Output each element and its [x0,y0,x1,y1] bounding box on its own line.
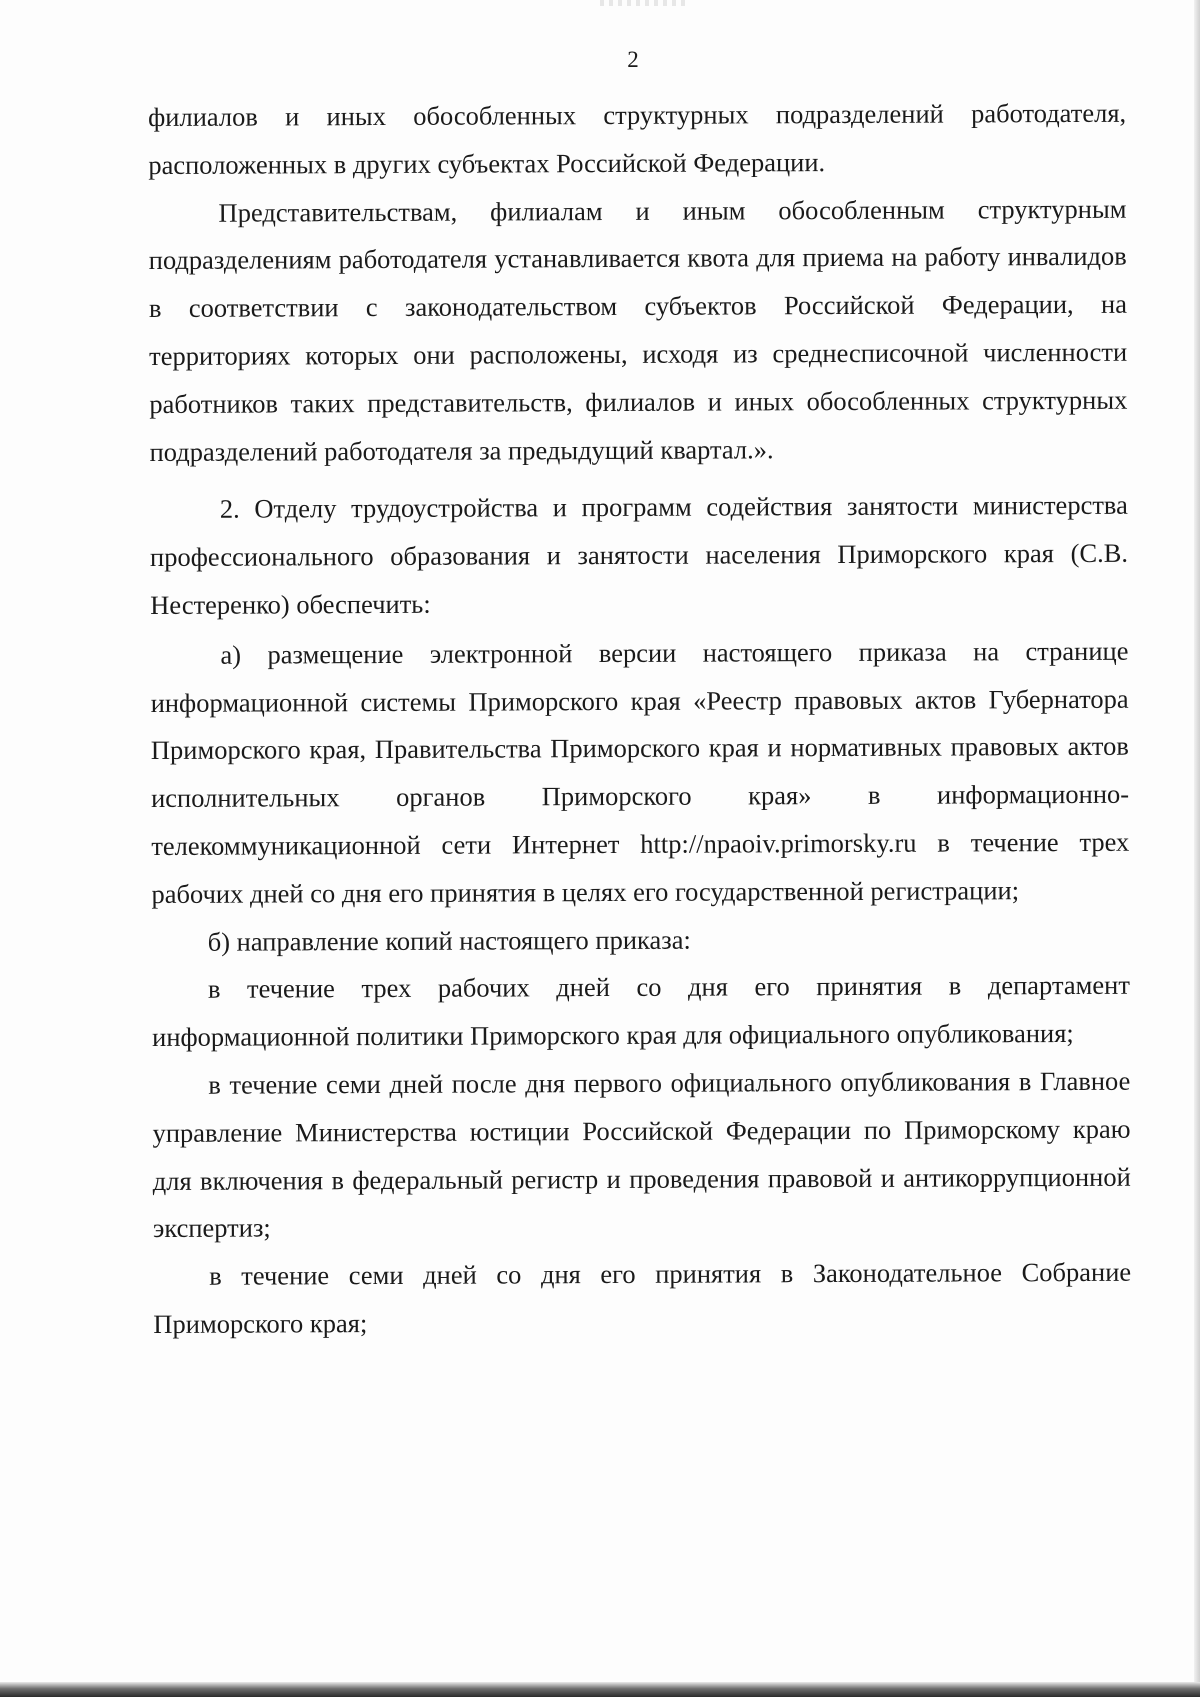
paragraph-item-2a: а) размещение электронной версии настоящего приказа на странице информационной системы Приморского края «Реестр правовых актов Губернатора Приморского края, Правительства Приморского края и нормативных правовых актов исполнительных органов Приморского края» в информационно-телекоммуникационной сети Интернет http://npaoiv.primorsky.ru в течение трех рабочих дней со дня его принятия в целях его государственной регистрации; [150,635,1130,909]
scan-artifact-top [600,0,690,6]
paragraph-continuation: филиалов и иных обособленных структурных подразделений работодателя, расположенных в других субъектах Российской Федерации. [148,97,1127,180]
paragraph-item-2b: б) направление копий настоящего приказа: [207,924,691,957]
paragraph-item-2b-department: в течение трех рабочих дней со дня его принятия в департамент информационной политики Приморского края для официального опубликования; [152,970,1130,1053]
document-body [148,90,1131,1349]
paragraph-item-2b-ministry-justice: в течение семи дней после дня первого официального опубликования в Главное управление Министерства юстиции Российской Федерации по Приморскому краю для включения в федеральный регистр и проведения правовой и антикоррупционной экспертиз; [152,1065,1131,1244]
paragraph-item-2: 2. Отделу трудоустройства и программ содействия занятости министерства профессионального образования и занятости населения Приморского края (С.В. Нестеренко) обеспечить: [149,490,1129,620]
page-number: 2 [627,47,639,72]
scan-artifact-right-edge [1194,0,1200,1697]
paragraph-item-2b-legislative-assembly: в течение семи дней со дня его принятия в Законодательное Собрание Приморского края; [153,1256,1132,1339]
paragraph-quota-branches: Представительствам, филиалам и иным обособленным структурным подразделениям работодателя устанавливается квота для приема на работу инвалидов в соответствии с законодательством субъектов Российской Федерации, на территориях которых они расположены, исходя из среднесписочной численности работников таких представительств, филиалов и иных обособленных структурных подразделений работодателя за предыдущий квартал.». [148,193,1128,467]
scan-artifact-bottom-edge [0,1682,1200,1697]
